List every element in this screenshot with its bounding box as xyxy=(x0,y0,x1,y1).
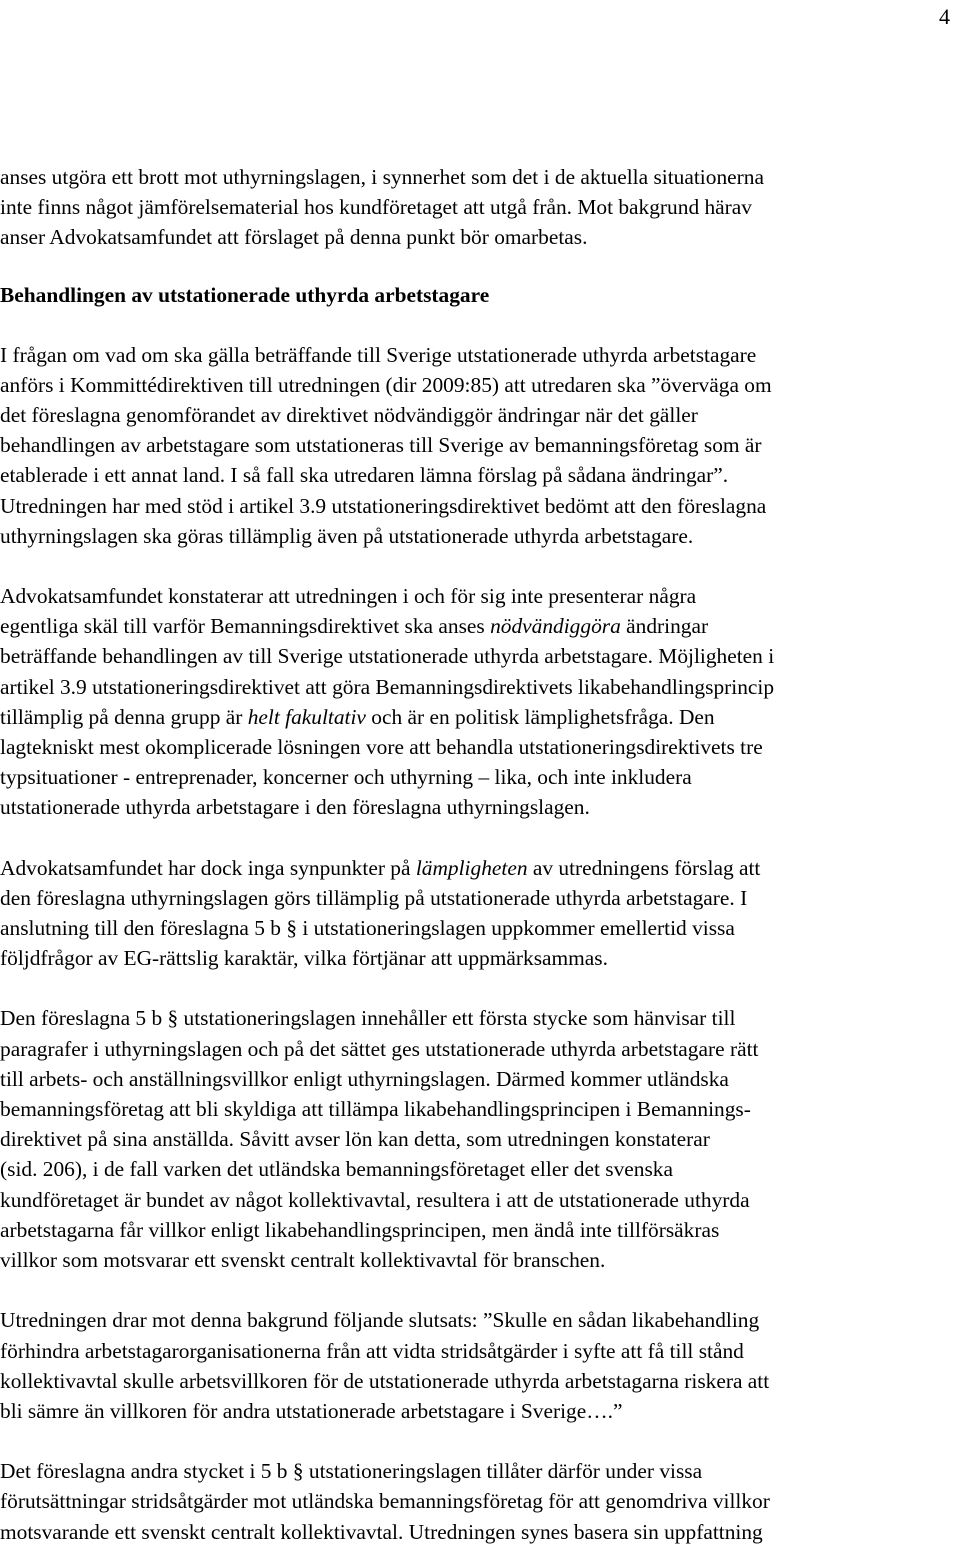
paragraph-1 xyxy=(0,340,958,551)
text-run: egentliga skäl till varför Bemanningsdirektivet ska anses xyxy=(0,614,491,639)
paragraph-4 xyxy=(0,1003,958,1275)
text-line: artikel 3.9 utstationeringsdirektivet att göra Bemanningsdirektivets likabehandlingsprincip xyxy=(0,674,775,699)
text-line: etablerade i ett annat land. I så fall ska utredaren lämna förslag på sådana ändringar”. xyxy=(0,463,729,488)
text-line xyxy=(0,611,958,641)
text-line: utstationerade uthyrda arbetstagare i den föreslagna uthyrningslagen. xyxy=(0,795,590,820)
text-line: Det föreslagna andra stycket i 5 b § utstationeringslagen tillåter därför under vissa xyxy=(0,1459,703,1484)
text-line: Utredningen drar mot denna bakgrund följande slutsats: ”Skulle en sådan likabehandling xyxy=(0,1308,760,1333)
italic-text: helt fakultativ xyxy=(247,704,366,729)
text-line: anförs i Kommittédirektiven till utredningen (dir 2009:85) att utredaren ska ”överväga om xyxy=(0,372,772,397)
italic-text: nödvändiggöra xyxy=(490,614,621,639)
text-run: och är en politisk lämplighetsfråga. Den xyxy=(365,704,715,729)
text-line: bemanningsföretag att bli skyldiga att tillämpa likabehandlingsprincipen i Bemannings- xyxy=(0,1097,751,1122)
text-line xyxy=(0,702,958,732)
text-line: arbetstagarna får villkor enligt likabehandlingsprincipen, men ändå inte tillförsäkras xyxy=(0,1217,720,1242)
page-number: 4 xyxy=(939,4,950,29)
text-line: behandlingen av arbetstagare som utstationeras till Sverige av bemanningsföretag som är xyxy=(0,433,762,458)
text-run: ändringar xyxy=(620,614,709,639)
text-line: Den föreslagna 5 b § utstationeringslagen innehåller ett första stycke som hänvisar till xyxy=(0,1006,736,1031)
text-run: av utredningens förslag att xyxy=(527,855,761,880)
text-line xyxy=(0,853,958,883)
text-line: kundföretaget är bundet av något kollektivavtal, resultera i att de utstationerade uthyrda xyxy=(0,1187,750,1212)
paragraph-6 xyxy=(0,1456,958,1547)
text-line: direktivet på sina anställda. Såvitt avser lön kan detta, som utredningen konstaterar xyxy=(0,1127,710,1152)
text-line: anses utgöra ett brott mot uthyrningslagen, i synnerhet som det i de aktuella situationerna xyxy=(0,165,764,189)
text-line: kollektivavtal skulle arbetsvillkoren för de utstationerade uthyrda arbetstagarna riskera att xyxy=(0,1368,770,1393)
text-line: Advokatsamfundet konstaterar att utredningen i och för sig inte presenterar några xyxy=(0,584,697,609)
text-line: förutsättningar stridsåtgärder mot utländska bemanningsföretag för att genomdriva villkor xyxy=(0,1489,770,1514)
document-body xyxy=(0,162,958,1547)
text-line: (sid. 206), i de fall varken det utländska bemanningsföretaget eller det svenska xyxy=(0,1157,673,1182)
text-line: det föreslagna genomförandet av direktivet nödvändiggör ändringar när det gäller xyxy=(0,403,698,428)
text-line: bli sämre än villkoren för andra utstationerade arbetstagare i Sverige….” xyxy=(0,1398,623,1423)
intro-paragraph xyxy=(0,162,958,253)
text-line: följdfrågor av EG-rättslig karaktär, vilka förtjänar att uppmärksammas. xyxy=(0,946,608,971)
text-line: motsvarande ett svenskt centralt kollektivavtal. Utredningen synes basera sin uppfattning xyxy=(0,1519,763,1544)
paragraph-5 xyxy=(0,1305,958,1426)
text-line: typsituationer - entreprenader, koncerner och uthyrning – lika, och inte inkludera xyxy=(0,765,692,790)
section-heading: Behandlingen av utstationerade uthyrda arbetstagare xyxy=(0,282,490,307)
text-line: inte finns något jämförelsematerial hos kundföretaget att utgå från. Mot bakgrund härav xyxy=(0,195,752,220)
text-line: till arbets- och anställningsvillkor enligt uthyrningslagen. Därmed kommer utländska xyxy=(0,1066,729,1091)
italic-text: lämpligheten xyxy=(415,855,528,880)
paragraph-3 xyxy=(0,853,958,974)
text-line: beträffande behandlingen av till Sverige utstationerade uthyrda arbetstagare. Möjligheten i xyxy=(0,644,775,669)
text-line: den föreslagna uthyrningslagen görs tillämplig på utstationerade uthyrda arbetstagare. I xyxy=(0,885,748,910)
text-run: tillämplig på denna grupp är xyxy=(0,704,248,729)
text-line: villkor som motsvarar ett svenskt centralt kollektivavtal för branschen. xyxy=(0,1248,606,1273)
text-line: Utredningen har med stöd i artikel 3.9 utstationeringsdirektivet bedömt att den föreslagna xyxy=(0,493,767,518)
text-line: I frågan om vad om ska gälla beträffande till Sverige utstationerade uthyrda arbetstagare xyxy=(0,342,757,367)
paragraph-2 xyxy=(0,581,958,823)
text-line: lagtekniskt mest okomplicerade lösningen vore att behandla utstationeringsdirektivets tre xyxy=(0,735,763,760)
text-run: Advokatsamfundet har dock inga synpunkter på xyxy=(0,855,416,880)
text-line: anser Advokatsamfundet att förslaget på denna punkt bör omarbetas. xyxy=(0,225,588,250)
text-line: förhindra arbetstagarorganisationerna från att vidta stridsåtgärder i syfte att få till stånd xyxy=(0,1338,744,1363)
text-line: anslutning till den föreslagna 5 b § i utstationeringslagen uppkommer emellertid vissa xyxy=(0,916,735,941)
text-line: uthyrningslagen ska göras tillämplig även på utstationerade uthyrda arbetstagare. xyxy=(0,523,694,548)
text-line: paragrafer i uthyrningslagen och på det sättet ges utstationerade uthyrda arbetstagare rätt xyxy=(0,1036,759,1061)
